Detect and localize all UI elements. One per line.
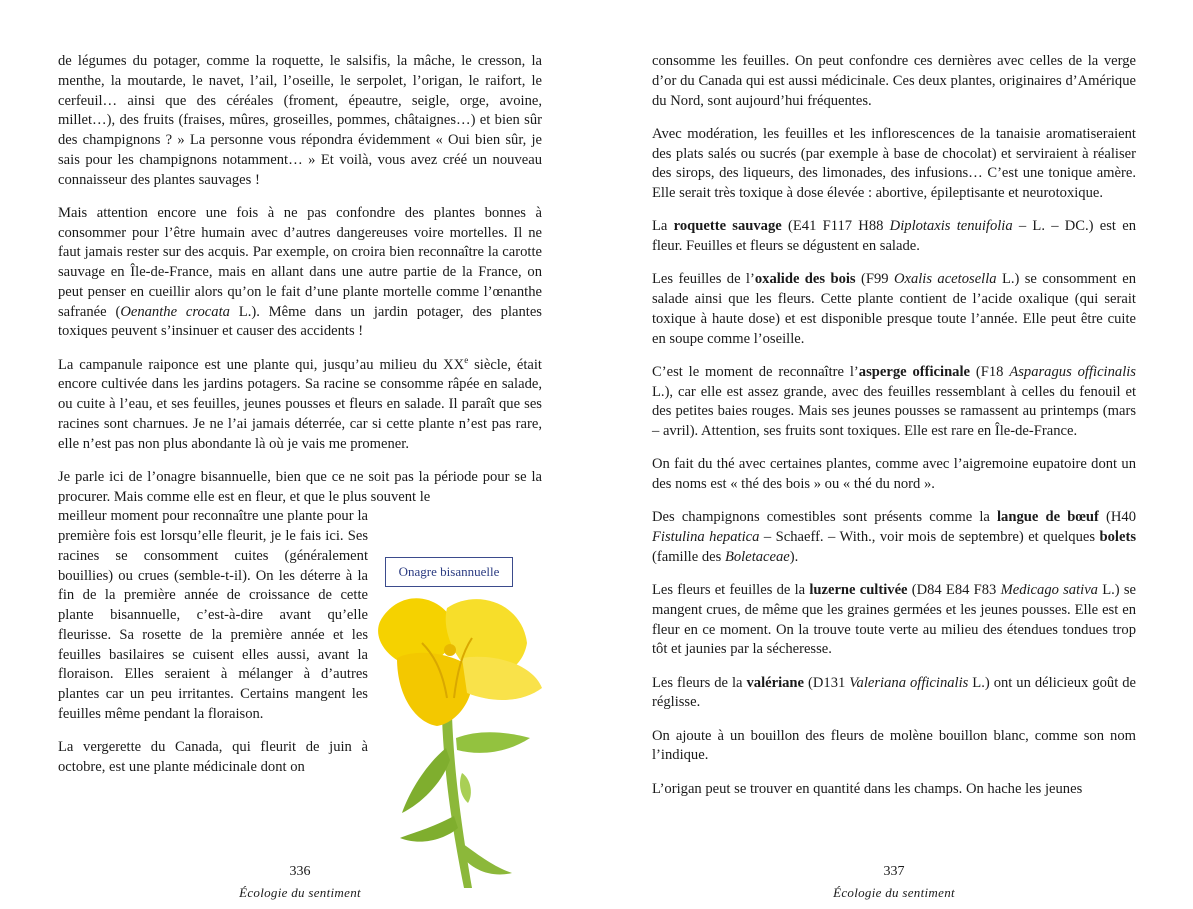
paragraph: consomme les feuilles. On peut confondre ces dernières avec celles de la verge d’or du Canada qui est aussi médicinale. Ces deux plantes, originaires d’Amérique du Nord, sont aujourd’hui fréquentes. [652, 53, 1136, 109]
paragraph: On fait du thé avec certaines plantes, comme avec l’aigremoine eupatoire dont un des noms est « thé des bois » ou « thé du nord ». [652, 456, 1136, 492]
paragraph: Mais attention encore une fois à ne pas confondre des plantes bonnes à consommer pour l’être humain avec d’autres dangereuses voire mortelles. Il ne faut jamais rester sur des acquis. Par exemple, on croira bien reconnaître la carotte sauvage en Île-de-France, mais en allant dans une autre partie de la France, on peut penser en cueillir alors qu’on le fait d’une plante mortelle comme l’œnanthe safranée (Oenanthe crocata L.). Même dans un jardin potager, des plantes toxiques peuvent s’insinuer et causer des accidents ! [58, 204, 542, 340]
petal [462, 657, 542, 700]
leaf [456, 732, 530, 753]
figure-caption: Onagre bisannuelle [385, 557, 513, 587]
paragraph: Les fleurs de la valériane (D131 Valeriana officinalis L.) ont un délicieux goût de réglisse. [652, 674, 1136, 711]
running-head: Écologie du sentiment [833, 885, 955, 900]
paragraph: On ajoute à un bouillon des fleurs de molène bouillon blanc, comme son nom l’indique. [652, 727, 1136, 764]
leaf [402, 748, 450, 813]
leaf [462, 843, 512, 874]
right-page-text [652, 52, 1136, 813]
paragraph: de légumes du potager, comme la roquette, le salsifis, la mâche, le cresson, la menthe, la moutarde, le navet, l’ail, l’oseille, le serpolet, l’origan, le raifort, le cerfeuil… ainsi que des céréales (froment, épeautre, seigle, orge, avoine, millet…), des fruits (fraises, mûres, groseilles, pommes, châtaignes…) et bien sûr des champignons ? » La personne vous répondra évidemment « Oui bien sûr, je sais pour les champignons notamment… » Et voilà, vous avez créé un nouveau connaisseur des plantes sauvages ! [58, 53, 542, 188]
right-page [597, 0, 1193, 909]
leaf [400, 816, 458, 842]
paragraph: Les fleurs et feuilles de la luzerne cultivée (D84 E84 F83 Medicago sativa L.) se mangent crues, de même que les graines germées et les jeunes pousses. Elle est en fleur en ce moment. On la trouve toute verte au milieu des étendues tondues trop tôt et jaunies par la sécheresse. [652, 582, 1136, 658]
paragraph: Avec modération, les feuilles et les inflorescences de la tanaisie aromatiseraient des plats salés ou sucrés (par exemple à base de chocolat) et serviraient à réaliser des sirops, des liqueurs, des limonades, des infusions… C’est une tonique amère. Elle serait très toxique à dose élevée : abortive, épileptisante et neurotoxique. [652, 125, 1136, 201]
page-number: 337 [883, 864, 905, 879]
paragraph: L’origan peut se trouver en quantité dans les champs. On hache les jeunes [652, 780, 1083, 797]
paragraph: Des champignons comestibles sont présents comme la langue de bœuf (H40 Fistulina hepatica – Schaeff. – With., voir mois de septembre) et quelques bolets (famille des Boletaceae). [652, 509, 1136, 565]
page-number: 336 [289, 864, 311, 879]
paragraph: Je parle ici de l’onagre bisannuelle, bien que ce ne soit pas la période pour se la procurer. Mais comme elle est en fleur, et que le plus souvent le [58, 468, 542, 505]
paragraph: La vergerette du Canada, qui fleurit de juin à octobre, est une plante médicinale dont on [58, 739, 368, 775]
left-page [0, 0, 596, 909]
paragraph: C’est le moment de reconnaître l’asperge officinale (F18 Asparagus officinalis L.), car elle est assez grande, avec des feuilles ressemblant à celles du fenouil et des petites baies rouges. Mais ses jeunes pousses se ramassent au printemps (mars – avril). Attention, ses fruits sont toxiques. Elle est rare en Île-de-France. [652, 363, 1136, 439]
paragraph: meilleur moment pour reconnaître une plante pour la première fois est lorsqu’elle fleurit, je le fais ici. Ses racines se consomment cuites (généralement bouillies) ou crues (semble-t-il). On les déterre à la fin de la première année de croissance de cette plante bisannuelle, c’est-à-dire avant qu’elle fleurisse. Sa rosette de la première année et les feuilles basilaires se cuisent elles aussi, avant la floraison. Elles seraient à mélanger à d’autres plantes car un peu irritantes. Certains mangent les feuilles même pendant la floraison. [58, 508, 368, 722]
bud [460, 773, 471, 803]
paragraph: La campanule raiponce est une plante qui, jusqu’au milieu du XXe siècle, était encore cultivée dans les jardins potagers. Sa racine se consomme râpée en salade, ou cuite à l’eau, et ses feuilles, jeunes pousses et fleurs en salade. Il paraît que ses racines sont charnues. Je ne l’ai jamais déterrée, car si cette plante n’est pas rare, elle n’est pas non plus abondante là où je vais me promener. [58, 354, 542, 452]
paragraph: Les feuilles de l’oxalide des bois (F99 Oxalis acetosella L.) se consomment en salade ainsi que les fleurs. Cette plante contient de l’acide oxalique (qui serait toxique à haute dose) et est disponible presque toute l’année. Elle peut être cuite en soupe comme l’oseille. [652, 271, 1137, 347]
evening-primrose-illustration [362, 588, 546, 894]
paragraph: La roquette sauvage (E41 F117 H88 Diplotaxis tenuifolia – L. – DC.) est en fleur. Feuilles et fleurs se dégustent en salade. [652, 218, 1136, 254]
running-head: Écologie du sentiment [239, 885, 361, 900]
